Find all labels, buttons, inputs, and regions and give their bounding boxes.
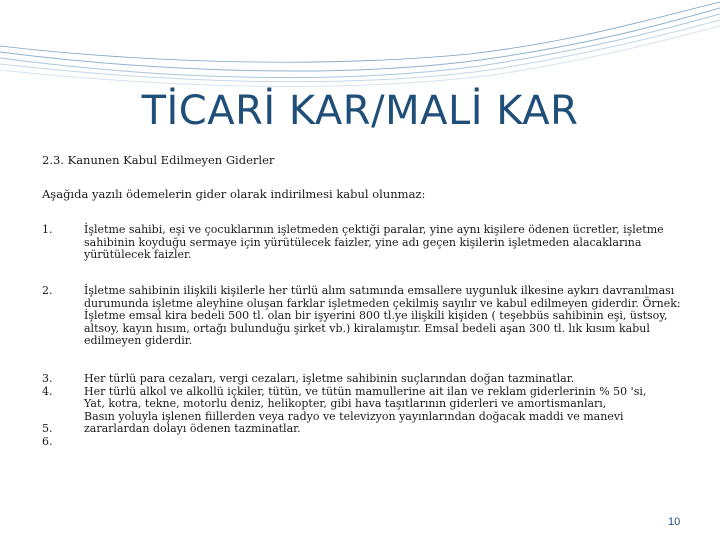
slide-title: TİCARİ KAR/MALİ KAR — [141, 88, 579, 134]
page-number: 10 — [668, 516, 681, 528]
list-item-number: 1. — [42, 223, 53, 236]
list-item-text: Basın yoluyla işlenen fiillerden veya radyo ve televizyon yayınlarından doğacak maddi ve manevi zararlardan dolayı ödenen tazminatlar. — [84, 409, 624, 435]
list-text-column — [84, 373, 684, 436]
list-item-number: 2. — [42, 284, 53, 297]
intro-text: Aşağıda yazılı ödemelerin gider olarak indirilmesi kabul olunmaz: — [42, 187, 426, 201]
list-item-text: Her türlü alkol ve alkollü içkiler, tütün, ve tütün mamullerine ait ilan ve reklam giderlerinin % 50 'si, — [84, 384, 647, 398]
list-item-number: 6. — [42, 434, 53, 448]
list-item-number: 5. — [42, 422, 53, 435]
list-item-text: İşletme sahibi, eşi ve çocuklarının işletmeden çektiği paralar, yine aynı kişilere ödenen ücretler, işletme sahibinin koyduğu sermaye için yürütülecek faizler, yine adı geçen kişilerin işletmeden alacaklarına yürütülecek faizler. — [84, 223, 664, 261]
list-item-number: 3. — [42, 372, 53, 385]
list-number-column — [42, 373, 53, 448]
list-item-text: Yat, kotra, tekne, motorlu deniz, helikopter, gibi hava taşıtlarının giderleri ve amortismanları, — [84, 397, 607, 410]
section-heading: 2.3. Kanunen Kabul Edilmeyen Giderler — [42, 153, 275, 167]
list-item-number: 4. — [42, 384, 53, 398]
list-item-text: İşletme sahibinin ilişkili kişilerle her türlü alım satımında emsallere uygunluk ilkesine aykırı davranılması durumunda işletme aleyhine oluşan farklar işletmeden çekilmiş sayılır ve kabul edilmeyen giderdir. Örnek: İşletme emsal kira bedeli 500 tl. olan bir işyerini 800 tl.ye ilişkili kişiden ( teşebbüs sahibinin eşi, üstsoy, altsoy, kayın hısım, ortağı bulunduğu şirket vb.) kiralamıştır. Emsal bedeli aşan 300 tl. lık kısım kabul edilmeyen giderdir. — [84, 284, 681, 347]
list-item-text: Her türlü para cezaları, vergi cezaları, işletme sahibinin suçlarından doğan tazminatlar. — [84, 372, 575, 385]
decorative-swoosh — [0, 0, 720, 100]
